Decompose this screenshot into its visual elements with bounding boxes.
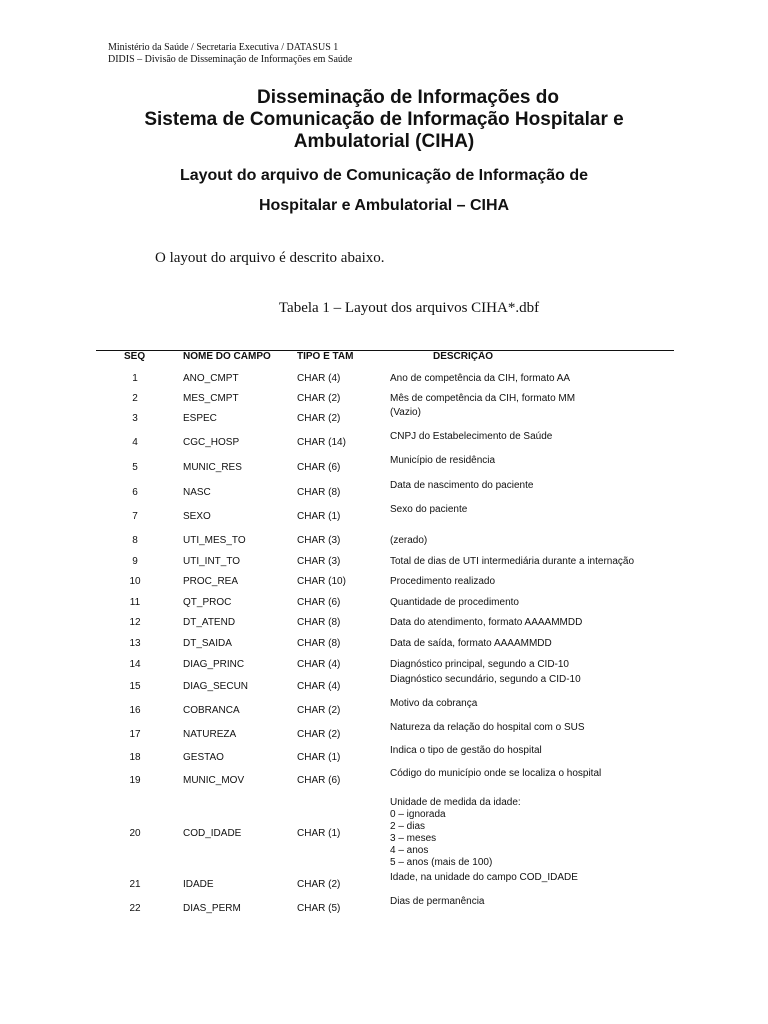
cell-type-size: CHAR (4) — [297, 373, 341, 384]
description-line: 3 – meses — [390, 833, 437, 844]
description-line: Dias de permanência — [390, 896, 485, 907]
cell-seq: 20 — [129, 828, 141, 839]
cell-seq: 21 — [129, 879, 141, 890]
cell-field-name: NASC — [183, 487, 211, 498]
description-line: Data de saída, formato AAAAMMDD — [390, 638, 552, 649]
cell-seq: 3 — [132, 413, 138, 424]
cell-type-size: CHAR (8) — [297, 487, 341, 498]
cell-field-name: DIAG_SECUN — [183, 681, 249, 692]
cell-description — [390, 576, 495, 588]
cell-field-name: DIAG_PRINC — [183, 659, 245, 670]
cell-description — [390, 659, 569, 671]
cell-description — [390, 480, 533, 492]
cell-description — [390, 393, 575, 405]
description-line: CNPJ do Estabelecimento de Saúde — [390, 431, 553, 442]
description-line: Procedimento realizado — [390, 576, 496, 587]
cell-type-size: CHAR (14) — [297, 437, 346, 448]
cell-type-size: CHAR (2) — [297, 413, 341, 424]
cell-description — [390, 797, 521, 869]
description-line: Diagnóstico secundário, segundo a CID-10 — [390, 674, 581, 685]
description-line: Natureza da relação do hospital com o SUS — [390, 722, 585, 733]
description-line: Município de residência — [390, 455, 496, 466]
cell-type-size: CHAR (3) — [297, 535, 341, 546]
description-line: (Vazio) — [390, 407, 421, 418]
description-line: 5 – anos (mais de 100) — [390, 857, 493, 868]
description-line: (zerado) — [390, 535, 428, 546]
cell-description — [390, 745, 542, 757]
header-seq: SEQ — [124, 351, 146, 362]
cell-type-size: CHAR (10) — [297, 576, 346, 587]
cell-description — [390, 373, 570, 385]
header-line-2: DIDIS – Divisão de Disseminação de Informações em Saúde — [108, 54, 353, 65]
cell-field-name: ANO_CMPT — [183, 373, 239, 384]
cell-description — [390, 407, 421, 419]
description-line: Diagnóstico principal, segundo a CID-10 — [390, 659, 569, 670]
cell-seq: 18 — [129, 752, 141, 763]
cell-type-size: CHAR (2) — [297, 393, 341, 404]
cell-type-size: CHAR (5) — [297, 903, 341, 914]
title-line-1: Disseminação de Informações do — [257, 87, 559, 108]
cell-description — [390, 617, 582, 629]
cell-description — [390, 722, 585, 734]
cell-field-name: MUNIC_MOV — [183, 775, 245, 786]
cell-description — [390, 872, 578, 884]
cell-field-name: NATUREZA — [183, 729, 237, 740]
cell-description — [390, 638, 552, 650]
cell-field-name: CGC_HOSP — [183, 437, 240, 448]
cell-description — [390, 698, 477, 710]
cell-seq: 10 — [129, 576, 141, 587]
cell-type-size: CHAR (8) — [297, 617, 341, 628]
cell-field-name: DT_ATEND — [183, 617, 236, 628]
cell-field-name: MUNIC_RES — [183, 462, 242, 473]
cell-seq: 2 — [132, 393, 138, 404]
cell-description — [390, 556, 634, 568]
subtitle-line-1: Layout do arquivo de Comunicação de Informação de — [179, 167, 589, 184]
cell-description — [390, 535, 427, 547]
cell-field-name: QT_PROC — [183, 597, 232, 608]
title-line-2: Sistema de Comunicação de Informação Hospitalar e — [144, 109, 624, 130]
description-line: Quantidade de procedimento — [390, 597, 519, 608]
cell-field-name: DIAS_PERM — [183, 903, 241, 914]
cell-seq: 11 — [129, 597, 141, 608]
header-line-1: Ministério da Saúde / Secretaria Executiva / DATASUS 1 — [108, 42, 339, 53]
cell-seq: 4 — [132, 437, 138, 448]
header-description: DESCRIÇÃO — [433, 351, 494, 362]
cell-field-name: IDADE — [183, 879, 214, 890]
cell-seq: 13 — [129, 638, 141, 649]
cell-field-name: ESPEC — [183, 413, 217, 424]
cell-seq: 5 — [132, 462, 138, 473]
cell-description — [390, 431, 552, 443]
cell-seq: 1 — [132, 373, 138, 384]
description-line: Motivo da cobrança — [390, 698, 478, 709]
cell-field-name: MES_CMPT — [183, 393, 239, 404]
cell-seq: 14 — [129, 659, 141, 670]
table-caption: Tabela 1 – Layout dos arquivos CIHA*.dbf — [278, 300, 540, 316]
cell-description — [390, 504, 467, 516]
cell-seq: 6 — [132, 487, 138, 498]
description-line: Idade, na unidade do campo COD_IDADE — [390, 872, 578, 883]
cell-type-size: CHAR (2) — [297, 729, 341, 740]
cell-type-size: CHAR (3) — [297, 556, 341, 567]
cell-field-name: GESTAO — [183, 752, 224, 763]
cell-seq: 17 — [129, 729, 141, 740]
cell-seq: 7 — [132, 511, 138, 522]
cell-seq: 15 — [129, 681, 141, 692]
cell-type-size: CHAR (1) — [297, 511, 341, 522]
cell-field-name: UTI_INT_TO — [183, 556, 241, 567]
cell-type-size: CHAR (2) — [297, 879, 341, 890]
cell-field-name: PROC_REA — [183, 576, 239, 587]
description-line: 2 – dias — [390, 821, 426, 832]
cell-type-size: CHAR (6) — [297, 462, 341, 473]
cell-field-name: DT_SAIDA — [183, 638, 232, 649]
description-line: 0 – ignorada — [390, 809, 446, 820]
header-type-size: TIPO E TAM — [297, 351, 354, 362]
description-line: Unidade de medida da idade: — [390, 797, 521, 808]
description-line: Total de dias de UTI intermediária durante a internação — [390, 556, 635, 567]
cell-seq: 9 — [132, 556, 138, 567]
document-header — [108, 42, 352, 66]
cell-description — [390, 896, 485, 908]
header-field-name: NOME DO CAMPO — [183, 351, 271, 362]
description-line: 4 – anos — [390, 845, 429, 856]
cell-description — [390, 597, 519, 609]
description-line: Data de nascimento do paciente — [390, 480, 534, 491]
description-line: Data do atendimento, formato AAAAMMDD — [390, 617, 583, 628]
cell-seq: 8 — [132, 535, 138, 546]
cell-type-size: CHAR (4) — [297, 681, 341, 692]
title-line-3: Ambulatorial (CIHA) — [293, 131, 475, 152]
description-line: Código do município onde se localiza o hospital — [390, 768, 602, 779]
cell-type-size: CHAR (6) — [297, 597, 341, 608]
cell-seq: 16 — [129, 705, 141, 716]
cell-type-size: CHAR (1) — [297, 828, 341, 839]
cell-description — [390, 674, 581, 686]
cell-field-name: SEXO — [183, 511, 211, 522]
description-line: Mês de competência da CIH, formato MM — [390, 393, 576, 404]
cell-type-size: CHAR (6) — [297, 775, 341, 786]
cell-field-name: COD_IDADE — [183, 828, 242, 839]
cell-description — [390, 768, 601, 780]
cell-seq: 12 — [129, 617, 141, 628]
cell-type-size: CHAR (2) — [297, 705, 341, 716]
cell-field-name: COBRANCA — [183, 705, 240, 716]
cell-seq: 19 — [129, 775, 141, 786]
description-line: Sexo do paciente — [390, 504, 468, 515]
description-line: Indica o tipo de gestão do hospital — [390, 745, 542, 756]
description-line: Ano de competência da CIH, formato AA — [390, 373, 571, 384]
cell-type-size: CHAR (4) — [297, 659, 341, 670]
cell-type-size: CHAR (1) — [297, 752, 341, 763]
cell-type-size: CHAR (8) — [297, 638, 341, 649]
cell-seq: 22 — [129, 903, 141, 914]
subtitle-line-2: Hospitalar e Ambulatorial – CIHA — [258, 197, 510, 214]
cell-field-name: UTI_MES_TO — [183, 535, 246, 546]
cell-description — [390, 455, 495, 467]
intro-paragraph: O layout do arquivo é descrito abaixo. — [155, 250, 385, 266]
